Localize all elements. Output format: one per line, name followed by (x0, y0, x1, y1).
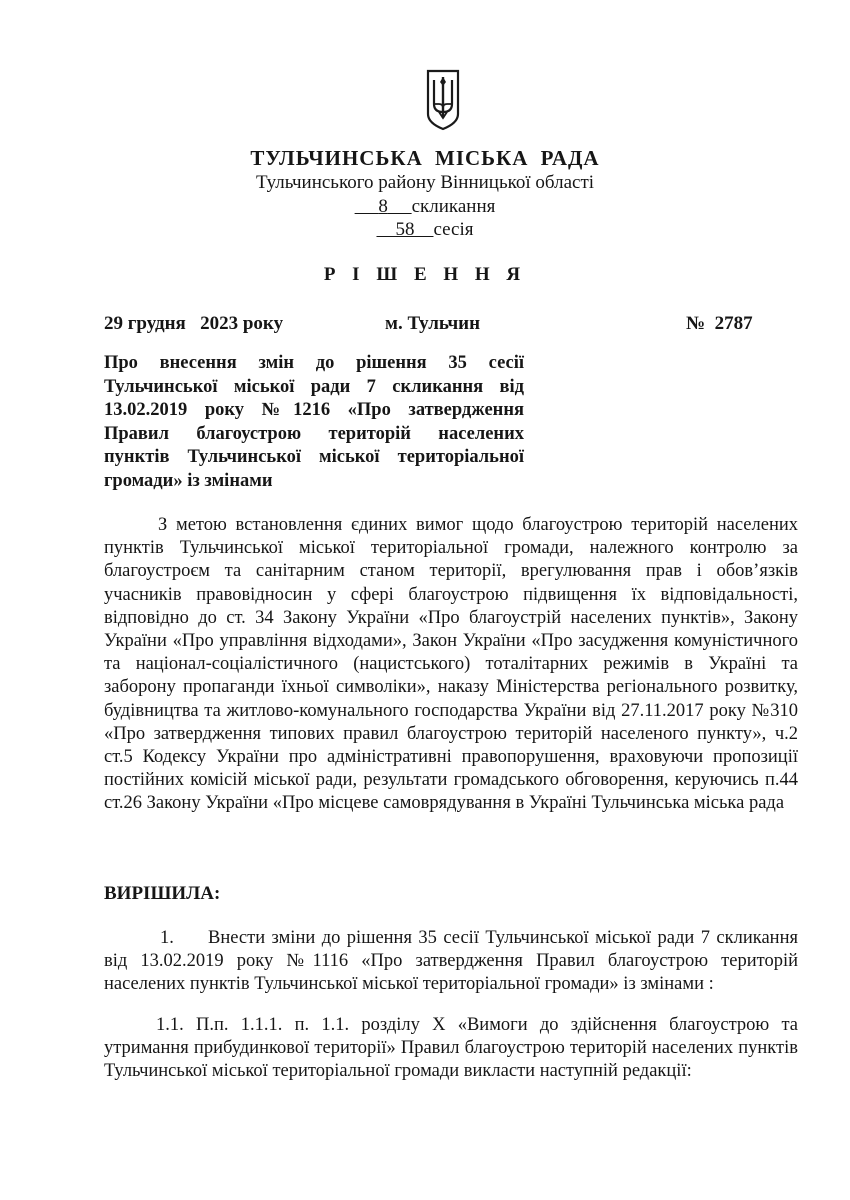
convocation-label: скликання (411, 196, 496, 217)
council-name: ТУЛЬЧИНСЬКА МІСЬКА РАДА (250, 146, 600, 170)
document-title: Р І Ш Е Н Н Я (323, 264, 527, 285)
district-name: Тульчинського району Вінницької області (255, 172, 595, 193)
decision-date: 29 грудня 2023 року (104, 313, 284, 334)
convocation-line (0, 196, 850, 218)
resolved-heading: ВИРІШИЛА: (104, 883, 221, 904)
item-1-1-paragraph: 1.1. П.п. 1.1.1. п. 1.1. розділу Х «Вимоги до здійснення благоустрою та утримання прибудинкової території» Правил благоустрою територій населених пунктів Тульчинської міської територіальної громади викласти наступній редакції: (104, 1015, 798, 1081)
decision-subject: Про внесення змін до рішення 35 сесії Тульчинської міської ради 7 скликання від 13.02.2019 року №1216 «Про затвердження Правил благоустрою територій населених пунктів Тульчинської міської територіальної громади» із змінами (104, 353, 524, 491)
convocation-number: 8 (378, 196, 388, 217)
decision-city: м. Тульчин (385, 313, 481, 334)
preamble-paragraph: З метою встановлення єдиних вимог щодо благоустрою територій населених пунктів Тульчинської міської територіальної громади, належного контролю за благоустроєм та санітарним станом території, врегулювання прав і обов’язків учасників правовідносин у сфері благоустрою підвищення їх відповідальності, відповідно до ст. 34 Закону України «Про благоустрій населених пунктів», Закону України «Про управління відходами», Закон України «Про засудження комуністичного та націонал-соціалістичного (нацистського) тоталітарних режимів в Україні та заборону пропаганди їхньої символіки», наказу Міністерства регіонального розвитку, будівництва та житлово-комунального господарства України від 27.11.2017 року №310 «Про затвердження типових правил благоустрою територій населеного пункту», ч.2 ст.5 Кодексу України про адміністративні правопорушення, враховуючи пропозиції постійних комісій міської ради, результати громадського обговорення, керуючись п.44 ст.26 Закону України «Про місцеве самоврядування в Україні Тульчинська міська рада (104, 515, 798, 814)
trident-icon (423, 68, 463, 132)
item-1-paragraph (104, 927, 798, 996)
item-1-number: 1. (160, 928, 174, 948)
decision-number: № 2787 (686, 313, 753, 334)
session-number: 58 (395, 219, 415, 240)
item-1-text: Внести зміни до рішення 35 сесії Тульчинської міської ради 7 скликання від 13.02.2019 року №1116 «Про затвердження Правил благоустрою територій населених пунктів Тульчинської міської територіальної громади» із змінами : (104, 928, 798, 994)
session-label: сесія (433, 219, 474, 240)
session-line (0, 219, 850, 241)
